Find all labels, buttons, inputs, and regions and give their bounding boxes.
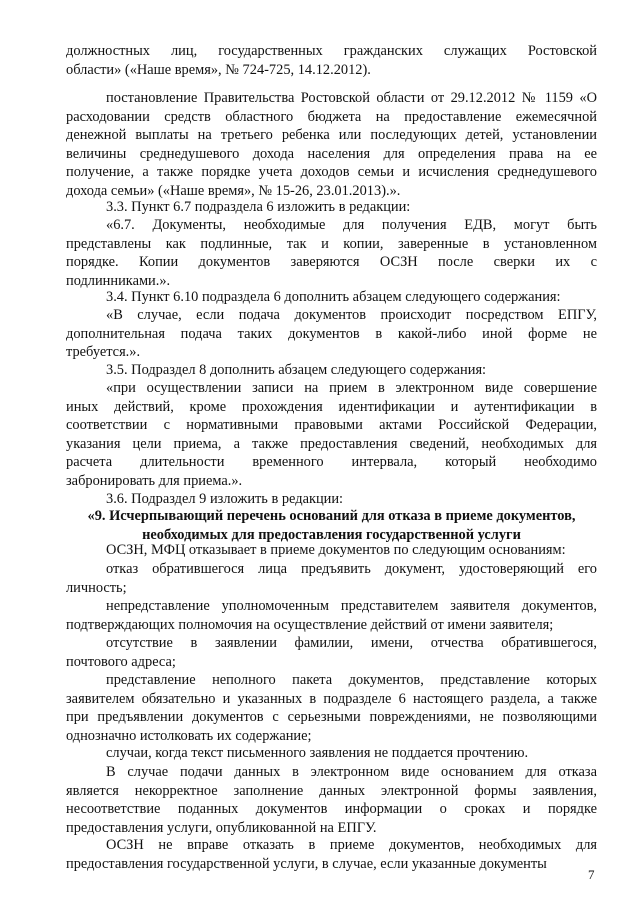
heading-line: необходимых для предоставления государственной услуги	[142, 526, 521, 543]
text-line: несоответствие поданных документов информации о сроках и порядке	[66, 801, 597, 818]
text-line: требуется.».	[66, 344, 141, 361]
text-line: иных действий, кроме прохождения идентификации и аутентификации в	[66, 398, 597, 415]
paragraph	[66, 597, 597, 634]
text-line: порядке. Копии документов заверяются ОСЗН после сверки их с	[66, 254, 597, 271]
text-line: при предъявлении документов с серьезными повреждениями, не позволяющими	[66, 709, 597, 726]
text-line: расчета длительности временного интервала, который необходимо	[66, 454, 597, 471]
text-line: непредставление уполномоченным представителем заявителя документов,	[106, 598, 597, 614]
page-number: 7	[588, 867, 595, 882]
text-line: денежной выплаты на третьего ребенка или последующих детей, установлении	[66, 127, 597, 144]
text-line: забронировать для приема.».	[66, 472, 243, 489]
text-line: предоставления услуги, опубликованной на ЕПГУ.	[66, 819, 377, 836]
text-line: должностных лиц, государственных гражданских служащих Ростовской	[66, 43, 597, 59]
text-line: ОСЗН, МФЦ отказывает в приеме документов по следующим основаниям:	[106, 542, 566, 558]
text-line: заявителем обязательно и указанных в подразделе 6 настоящего раздела, а также	[66, 690, 597, 707]
text-line: 3.5. Подраздел 8 дополнить абзацем следующего содержания:	[106, 362, 487, 378]
paragraph	[66, 361, 597, 380]
text-line: соответствии с нормативными правовыми актами Российской Федерации,	[66, 417, 597, 434]
paragraph	[66, 288, 597, 307]
paragraph	[66, 744, 597, 763]
text-line: однозначно истолковать их содержание;	[66, 727, 312, 744]
paragraph	[66, 89, 597, 201]
text-line: дополнительная подача таких документов в какой-либо иной форме не	[66, 325, 597, 342]
paragraph	[66, 634, 597, 671]
text-line: дохода семьи» («Наше время», № 15-26, 23.01.2013).».	[66, 182, 401, 199]
text-line: «при осуществлении записи на прием в электронном виде совершение	[106, 380, 597, 396]
text-line: расходовании средств областного бюджета на предоставление ежемесячной	[66, 108, 597, 125]
paragraph	[66, 836, 597, 873]
text-line: личность;	[66, 579, 127, 596]
paragraph	[66, 42, 597, 79]
text-line: постановление Правительства Ростовской области от 29.12.2012 № 1159 «О	[106, 90, 597, 106]
text-line: 3.3. Пункт 6.7 подраздела 6 изложить в редакции:	[106, 199, 411, 215]
text-line: В случае подачи данных в электронном виде основанием для отказа	[106, 764, 597, 780]
text-line: представление неполного пакета документов, представление которых	[106, 672, 597, 688]
paragraph	[66, 490, 597, 509]
text-line: области» («Наше время», № 724-725, 14.12.2012).	[66, 61, 371, 78]
text-line: 3.4. Пункт 6.10 подраздела 6 дополнить абзацем следующего содержания:	[106, 289, 561, 305]
text-line: 3.6. Подраздел 9 изложить в редакции:	[106, 491, 344, 507]
text-line: «6.7. Документы, необходимые для получения ЕДВ, могут быть	[106, 217, 597, 233]
text-line: указания цели приема, а также предоставления сведений, необходимых для	[66, 435, 597, 452]
text-line: отказ обратившегося лица предъявить документ, удостоверяющий его	[106, 561, 597, 577]
text-line: «В случае, если подача документов происходит посредством ЕПГУ,	[106, 307, 597, 323]
paragraph	[66, 671, 597, 745]
text-line: почтового адреса;	[66, 653, 176, 670]
text-line: ОСЗН не вправе отказать в приеме документов, необходимых для	[106, 837, 597, 853]
paragraph	[66, 541, 597, 560]
text-line: получение, а также порядке учета доходов семьи и исчисления среднедушевого	[66, 164, 597, 181]
section-heading	[66, 507, 597, 544]
text-line: подлинниками.».	[66, 272, 171, 289]
paragraph	[66, 306, 597, 362]
paragraph	[66, 198, 597, 217]
text-line: случаи, когда текст письменного заявления не поддается прочтению.	[106, 745, 529, 761]
text-line: отсутствие в заявлении фамилии, имени, отчества обратившегося,	[106, 635, 597, 651]
paragraph	[66, 560, 597, 597]
paragraph	[66, 216, 597, 290]
text-line: предоставления государственной услуги, в случае, если указанные документы	[66, 855, 547, 872]
paragraph	[66, 379, 597, 491]
heading-line: «9. Исчерпывающий перечень оснований для отказа в приеме документов,	[87, 508, 576, 524]
text-line: является некорректное заполнение данных электронной формы заявления,	[66, 782, 597, 799]
paragraph	[66, 763, 597, 837]
text-line: представлены как подлинные, так и копии, заверенные в установленном	[66, 235, 597, 252]
text-line: величины среднедушевого дохода населения для определения права на ее	[66, 145, 597, 162]
text-line: подтверждающих полномочия на осуществление действий от имени заявителя;	[66, 616, 554, 633]
